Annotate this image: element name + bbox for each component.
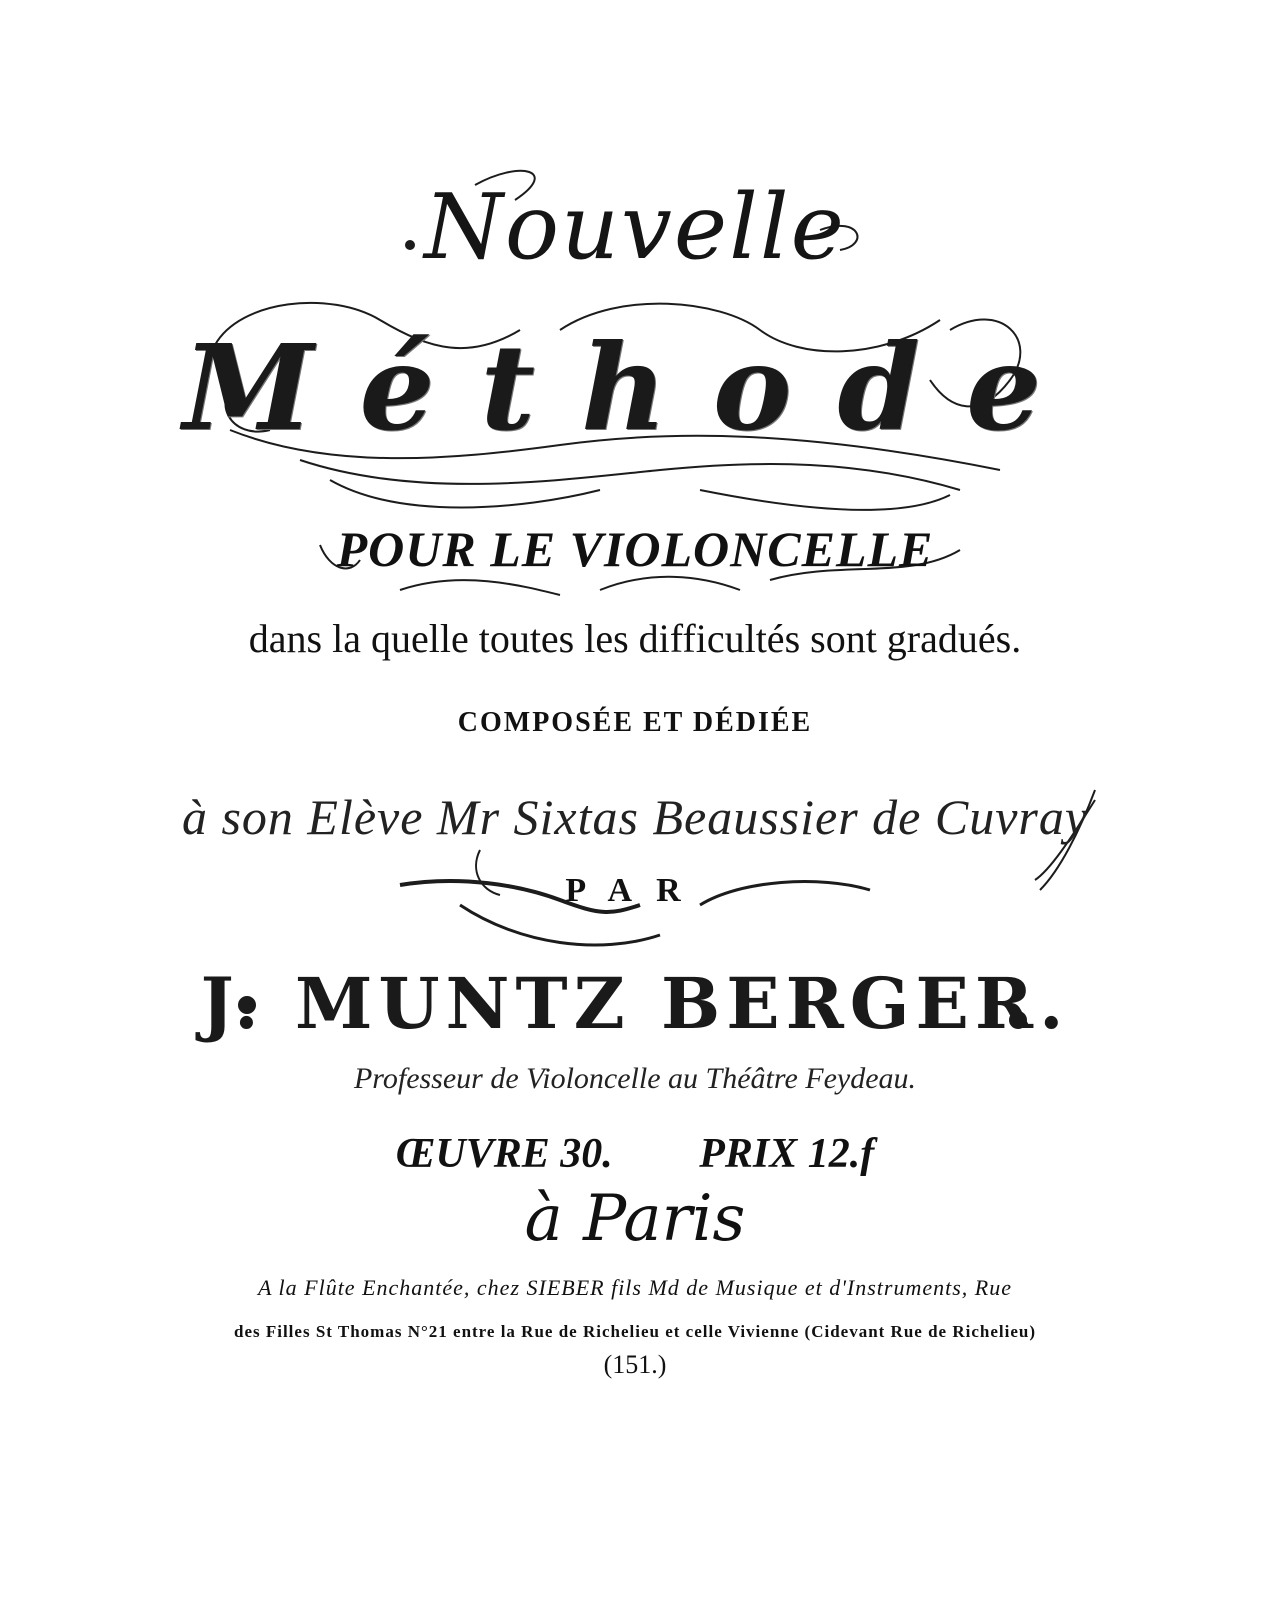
composed-dedicated-line: COMPOSÉE ET DÉDIÉE bbox=[457, 707, 813, 738]
plate-number: (151.) bbox=[603, 1350, 667, 1379]
publisher-address-line-2: des Filles St Thomas N°21 entre la Rue de Richelieu et celle Vivienne (Cidevant Rue de Richelieu) bbox=[233, 1322, 1036, 1341]
author-title: Professeur de Violoncelle au Théâtre Feydeau. bbox=[353, 1062, 917, 1095]
author-name: J. MUNTZ BERGER. bbox=[200, 962, 1070, 1045]
subtitle-instrument: POUR LE VIOLONCELLE bbox=[336, 521, 934, 577]
opus-number: ŒUVRE 30. bbox=[395, 1131, 613, 1177]
par-line: PAR bbox=[565, 872, 705, 909]
publisher-address-line-1: A la Flûte Enchantée, chez SIEBER fils Md de Musique et d'Instruments, Rue bbox=[257, 1275, 1013, 1300]
title-methode: Méthode bbox=[182, 318, 1088, 457]
opus-price-line bbox=[0, 1130, 1270, 1178]
dedicatee-line: à son Elève Mr Sixtas Beaussier de Cuvray bbox=[181, 789, 1089, 845]
title-nouvelle: Nouvelle bbox=[424, 175, 846, 280]
description-line: dans la quelle toutes les difficultés sont gradués. bbox=[248, 616, 1022, 661]
city-line: à Paris bbox=[524, 1182, 746, 1256]
price: PRIX 12.f bbox=[699, 1131, 875, 1177]
